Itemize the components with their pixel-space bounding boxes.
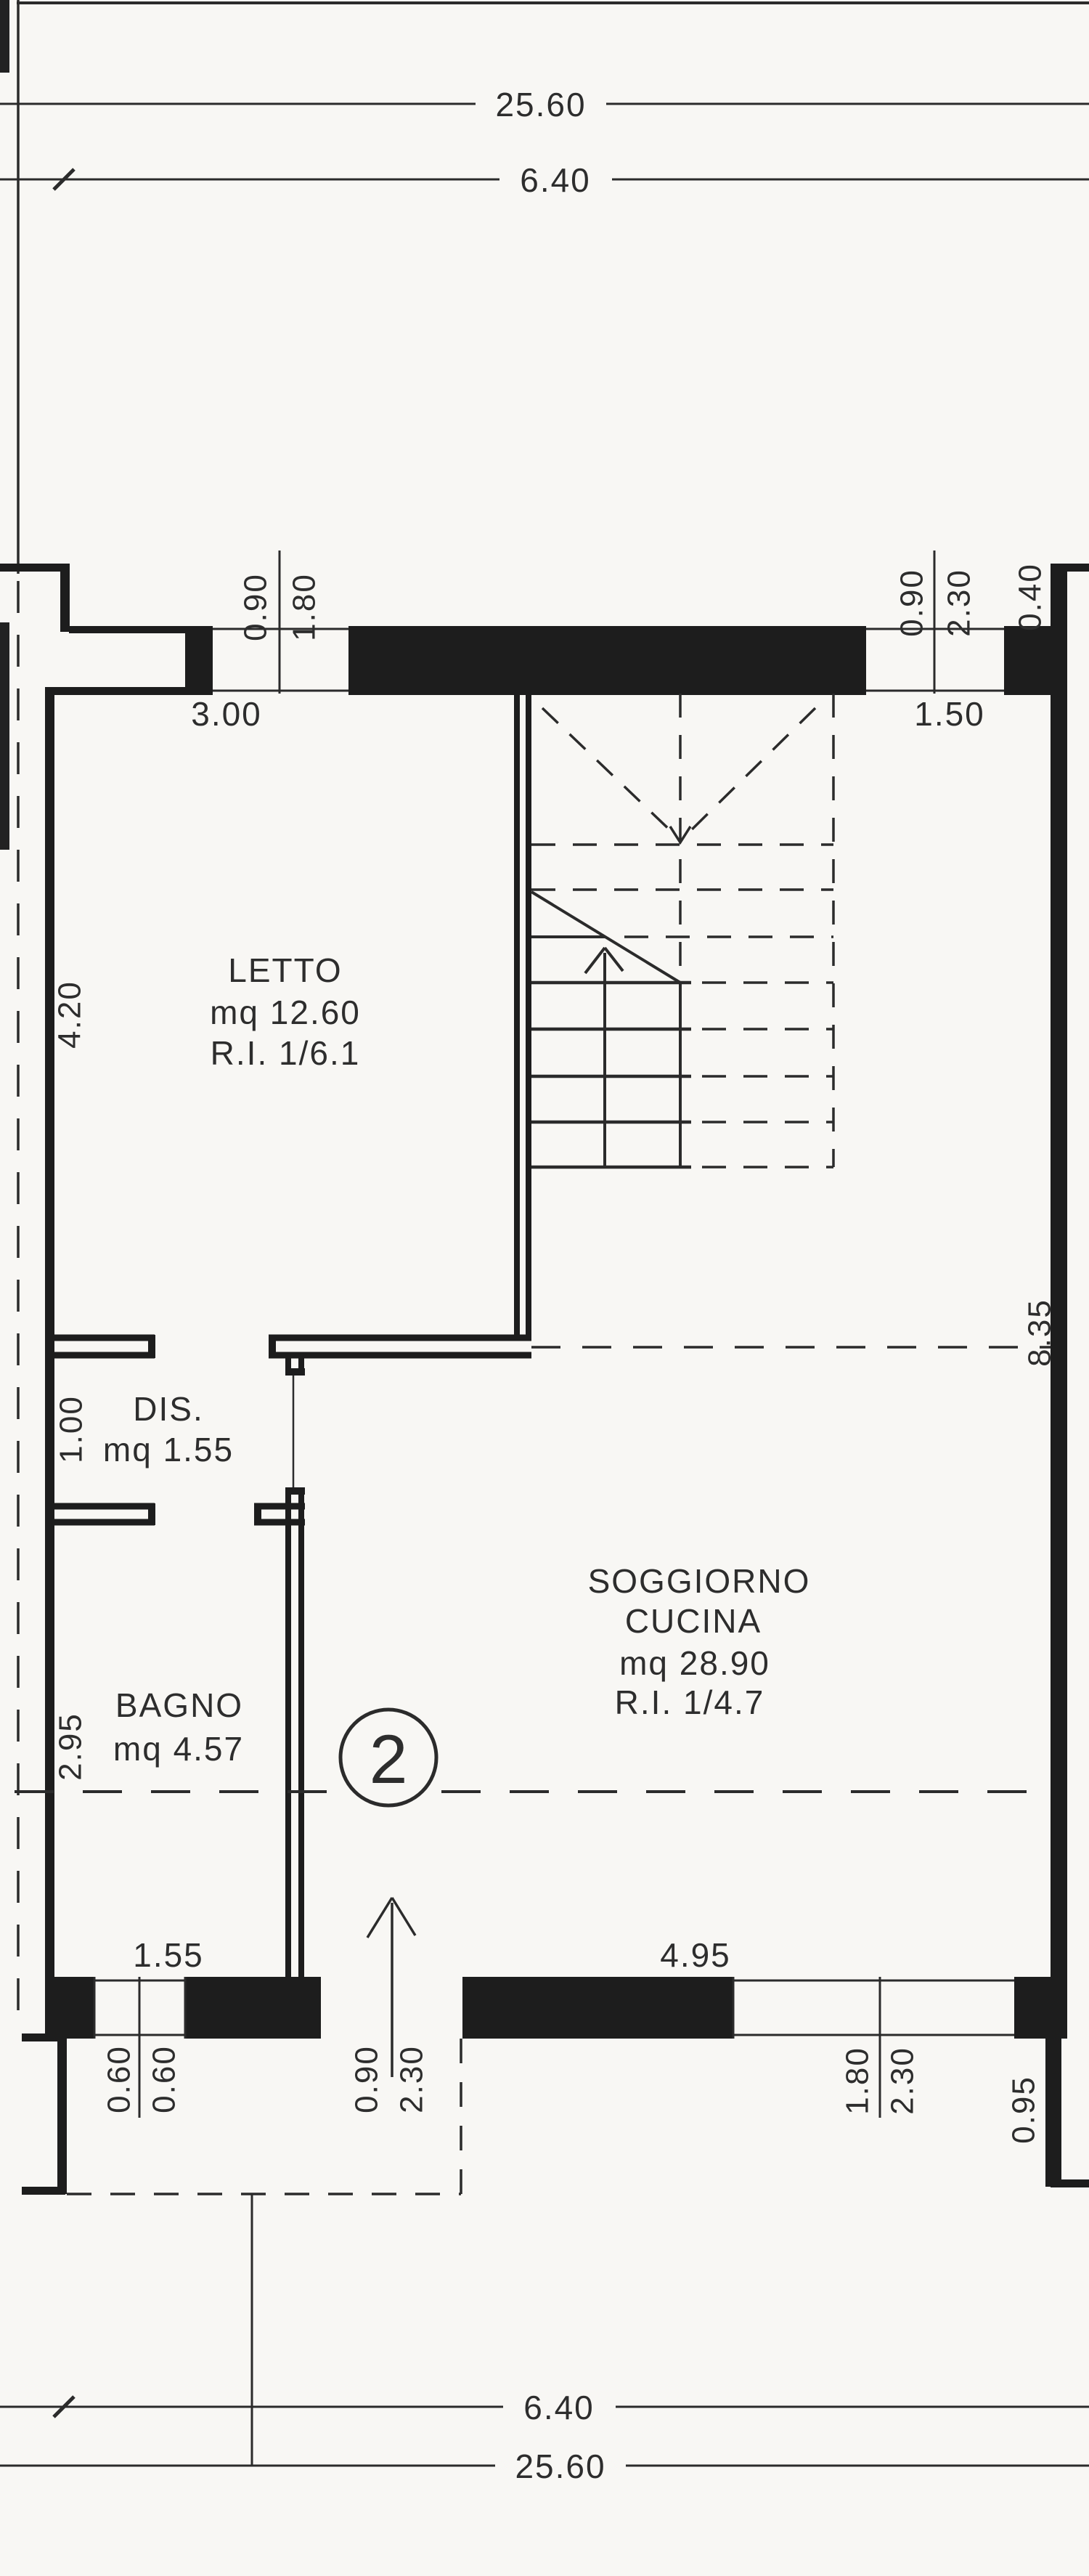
windows <box>94 550 1048 2118</box>
room-dis <box>103 1390 234 1468</box>
partition-dis-bagno <box>45 1503 305 1525</box>
dim-letto-depth: 4.20 <box>52 980 88 1049</box>
dim-wall-offset-ne: 0.40 <box>1012 563 1048 631</box>
stair-direction-dashed <box>688 708 815 834</box>
dim-window-se-width: 1.80 <box>839 2047 876 2115</box>
dim-module-bottom: 6.40 <box>523 2389 595 2426</box>
partition-east-of-bagno <box>285 1355 305 1977</box>
door-jamb <box>254 1503 261 1525</box>
dim-total-top: 25.60 <box>495 86 587 123</box>
neighbor-wall-top-left <box>0 564 68 572</box>
dimension-lines-top <box>0 76 1089 207</box>
neighbor-wall-edge-strip <box>0 622 9 850</box>
dim-window-sw-height: 0.60 <box>146 2045 182 2113</box>
dim-entry-door-width: 0.90 <box>348 2045 385 2113</box>
unit-number-badge <box>340 1710 436 1805</box>
bottom-wall-seg-4 <box>1014 1977 1067 2039</box>
outer-walls <box>0 564 1089 2039</box>
stair-direction-dashed <box>542 708 674 834</box>
dim-stair-landing-width: 1.50 <box>914 695 985 733</box>
porch-wall-right <box>1045 2039 1061 2187</box>
room-bagno <box>113 1686 244 1768</box>
dim-interior-depth: 8.35 <box>1021 1299 1058 1367</box>
dim-letto-width: 3.00 <box>191 695 262 733</box>
right-wall <box>1051 564 1067 1977</box>
room-name-line1: SOGGIORNO <box>587 1562 811 1600</box>
entry-arrow-barb <box>392 1898 415 1935</box>
porch-wall-left <box>57 2037 67 2194</box>
room-ratio: R.I. 1/4.7 <box>614 1683 765 1721</box>
room-labels <box>103 951 811 1768</box>
porch-wall-return <box>22 2187 65 2195</box>
room-name: LETTO <box>228 951 343 989</box>
room-area: mq 4.57 <box>113 1730 245 1768</box>
room-area: mq 28.90 <box>619 1644 770 1682</box>
entry-arrow-barb <box>367 1898 392 1938</box>
porch-wall-return <box>1051 2179 1089 2187</box>
porch-wall-return <box>22 2033 65 2041</box>
dim-dis-depth: 1.00 <box>53 1395 89 1463</box>
dim-bagno-depth: 2.95 <box>52 1712 89 1781</box>
door-jamb <box>285 1487 305 1495</box>
window-jamb <box>185 626 213 695</box>
dim-window-sw-width: 0.60 <box>101 2045 137 2113</box>
bottom-wall-seg-3 <box>462 1977 733 2039</box>
entry-door <box>349 1977 430 2118</box>
door-jamb <box>269 1335 276 1358</box>
dim-window-ne-width: 0.90 <box>894 569 930 637</box>
dim-window-nw-width: 0.90 <box>237 573 274 641</box>
stair-up-arrow-icon <box>585 948 623 1167</box>
top-wall-centre <box>348 626 866 695</box>
window-nw <box>213 550 348 694</box>
stair-arrow-barb <box>605 948 623 971</box>
dim-window-se-height: 2.30 <box>884 2047 921 2115</box>
dim-window-ne-height: 2.30 <box>941 569 977 637</box>
door-jamb <box>285 1368 305 1376</box>
room-name: DIS. <box>133 1390 204 1428</box>
room-letto <box>210 951 361 1072</box>
bottom-wall-seg-2 <box>185 1977 321 2039</box>
left-wall <box>45 687 54 2039</box>
window-sw <box>94 1977 185 2118</box>
door-jamb <box>148 1335 155 1358</box>
room-name: BAGNO <box>115 1686 244 1724</box>
room-area: mq 12.60 <box>210 994 361 1031</box>
room-name-line2: CUCINA <box>624 1602 762 1640</box>
dim-bagno-width: 1.55 <box>133 1936 204 1974</box>
partition-letto-south <box>45 1335 531 1358</box>
border-corner-block <box>0 0 9 73</box>
bottom-wall-seg-1 <box>45 1977 94 2039</box>
dim-module-top: 6.40 <box>520 161 591 199</box>
room-ratio: R.I. 1/6.1 <box>210 1034 361 1072</box>
dim-entry-door-height: 2.30 <box>393 2045 430 2113</box>
door-jamb <box>148 1503 155 1525</box>
staircase <box>531 694 833 1167</box>
dim-total-bottom: 25.60 <box>515 2447 606 2485</box>
room-soggiorno-cucina <box>588 1562 811 1721</box>
dim-porch-depth: 0.95 <box>1006 2076 1042 2144</box>
window-ne <box>866 550 1004 694</box>
unit-number: 2 <box>369 1721 408 1798</box>
window-se <box>733 1977 1014 2118</box>
stair-arrow-barb <box>585 948 605 973</box>
room-area: mq 1.55 <box>102 1431 234 1468</box>
neighbor-wall-step-left <box>60 564 70 632</box>
dimension-lines-bottom <box>0 2379 1089 2493</box>
dim-soggiorno-width: 4.95 <box>660 1936 731 1974</box>
interior-walls <box>45 694 1051 1977</box>
dim-window-nw-height: 1.80 <box>286 573 322 641</box>
